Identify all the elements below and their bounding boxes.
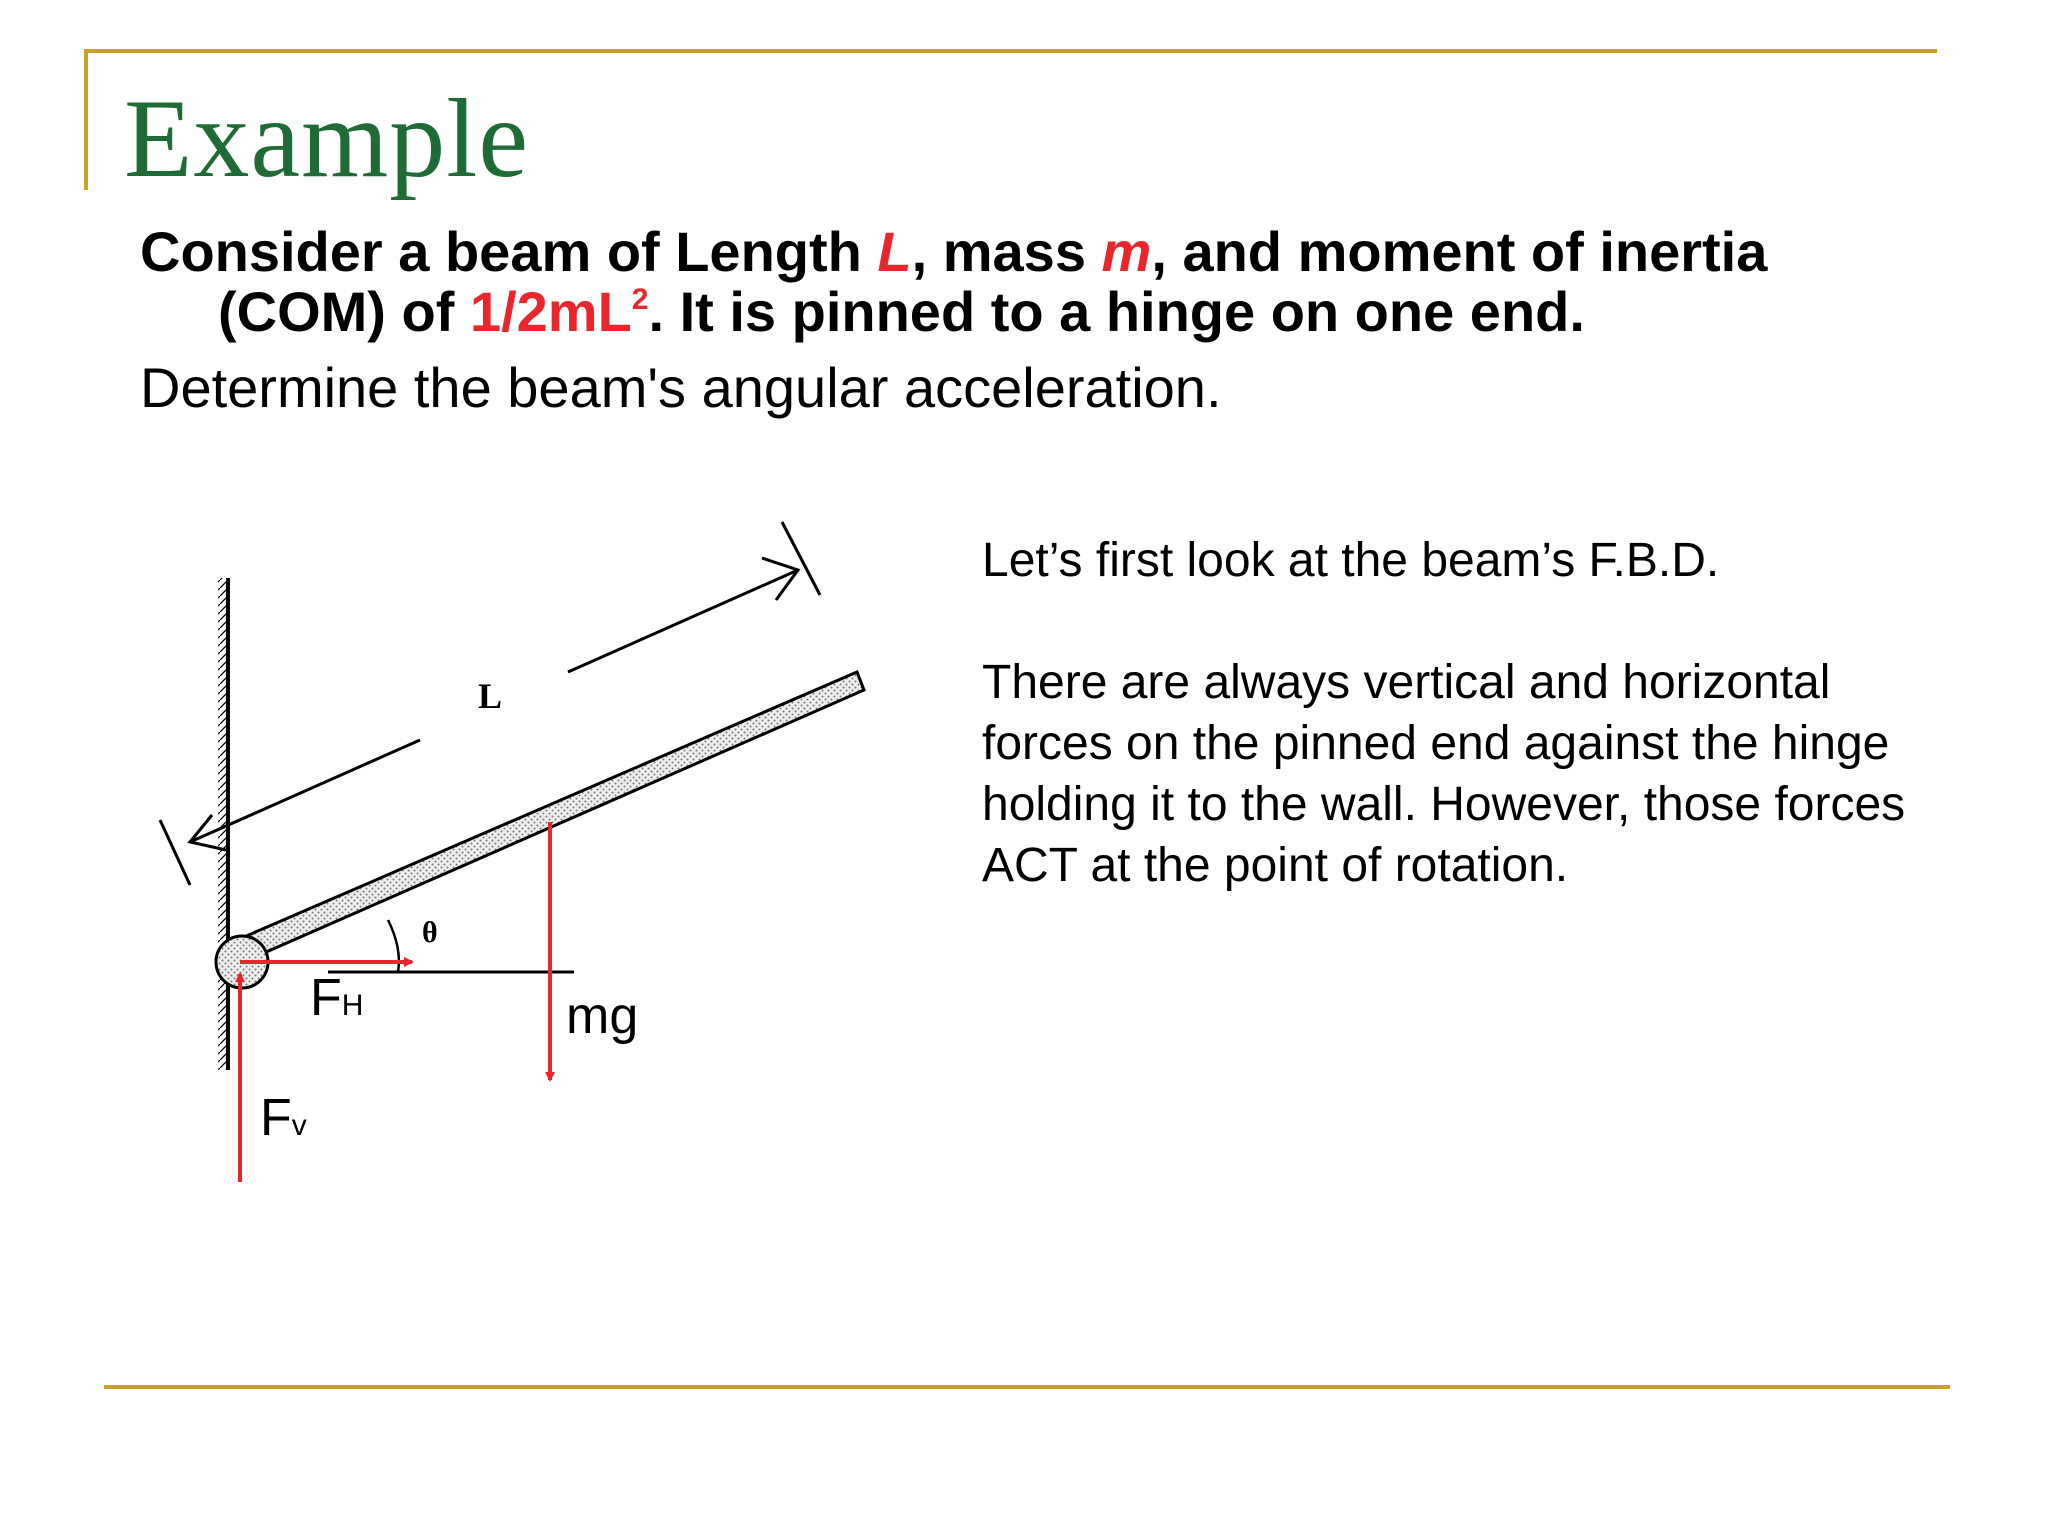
force-horizontal-symbol: F xyxy=(310,969,342,1027)
force-horizontal-label xyxy=(310,969,364,1027)
weight-label: mg xyxy=(566,987,639,1045)
problem-text-4: (COM) of xyxy=(218,280,470,343)
angle-arc xyxy=(388,920,399,972)
force-vertical-subscript: v xyxy=(291,1109,307,1142)
force-horizontal-subscript: H xyxy=(341,989,364,1022)
slide-title: Example xyxy=(124,77,530,201)
left-rule xyxy=(84,49,88,190)
problem-text-2: , mass xyxy=(911,220,1102,283)
beam-diagram xyxy=(140,500,900,1220)
explanation-text xyxy=(982,530,1942,896)
wall xyxy=(218,578,228,1070)
angle-label: θ xyxy=(422,916,438,949)
problem-text-1: Consider a beam of Length xyxy=(140,220,878,283)
question-text: Determine the beam's angular acceleration. xyxy=(140,356,1222,419)
length-variable: L xyxy=(877,220,912,283)
length-label: L xyxy=(478,676,503,716)
top-rule xyxy=(85,49,1937,53)
problem-statement xyxy=(140,222,1950,342)
force-vertical-label xyxy=(260,1089,307,1147)
problem-line-2 xyxy=(140,282,1585,342)
beam-diagram-drawing xyxy=(140,500,900,1220)
explanation-line-2: There are always vertical and horizontal forces on the pinned end against the hinge holding it to the wall. However, those forces ACT at the point of rotation. xyxy=(982,656,1906,892)
problem-text-3: , and moment of inertia xyxy=(1151,220,1768,283)
explanation-line-1: Let’s first look at the beam’s F.B.D. xyxy=(982,534,1720,587)
bottom-rule xyxy=(104,1385,1950,1389)
mass-variable: m xyxy=(1101,220,1152,283)
inertia-value: 1/2mL xyxy=(469,280,632,343)
force-vertical-symbol: F xyxy=(260,1089,292,1147)
problem-text-5: . It is pinned to a hinge on one end. xyxy=(648,280,1585,343)
inertia-exponent: 2 xyxy=(631,283,649,316)
